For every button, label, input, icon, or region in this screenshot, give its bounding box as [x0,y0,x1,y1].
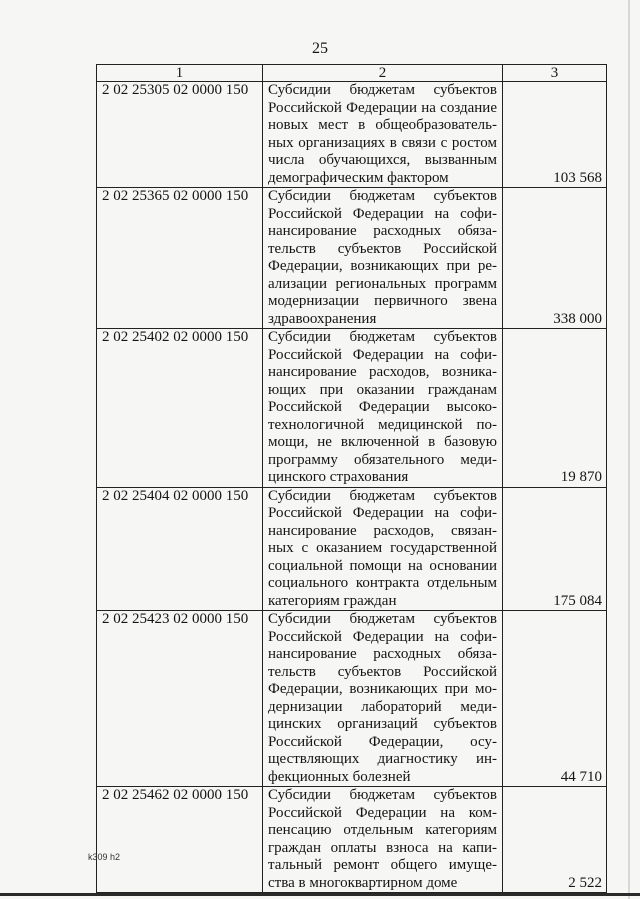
description-line: ществляющих диагностику ин- [268,751,497,767]
description-line: технологичной медицинской по- [268,416,497,433]
description-line: новых мест в общеобразователь- [268,117,497,133]
description-line: нансирование расходных обяза- [268,646,497,662]
description-line: Российской Федерации на софи- [268,505,497,521]
header-col-1: 1 [97,65,263,82]
description-line: фекционных болезней [268,768,411,785]
description-cell [263,82,503,188]
description-line: тальный ремонт общего имуще- [268,857,497,873]
header-col-2: 2 [263,65,503,82]
table-header-row [97,65,607,82]
budget-code-cell: 2 02 25305 02 0000 150 [97,82,263,188]
budget-code-cell: 2 02 25462 02 0000 150 [97,787,263,893]
description-cell [263,188,503,329]
description-line: Субсидии бюджетам субъектов [268,188,497,204]
description-line: Субсидии бюджетам субъектов [268,329,497,345]
description-line: ющих при оказании гражданам [268,381,497,398]
scan-bottom-edge [0,893,640,896]
description-cell [263,787,503,893]
description-line: ных организациях в связи с ростом [268,134,497,151]
description-line: тельств субъектов Российской [268,663,497,680]
description-line: Федерации, возникающих при ре- [268,258,497,274]
description-cell [263,611,503,787]
description-line: модернизации первичного звена [268,293,497,309]
description-cell [263,329,503,488]
description-line: Российской Федерации высоко- [268,399,497,415]
description-line: ства в многоквартирном доме [268,874,458,891]
description-line: программу обязательного меди- [268,451,497,468]
description-line: числа обучающихся, вызванным [268,152,497,168]
budget-code-cell: 2 02 25402 02 0000 150 [97,329,263,488]
amount-cell: 2 522 [503,787,607,893]
description-cell [263,487,503,611]
amount-cell: 338 000 [503,188,607,329]
amount-cell: 103 568 [503,82,607,188]
description-line: Субсидии бюджетам субъектов [268,611,497,627]
budget-code-cell: 2 02 25365 02 0000 150 [97,188,263,329]
description-line: демографическим фактором [268,169,449,186]
table-row [97,611,607,787]
description-line: мощи, не включенной в базовую [268,434,497,450]
description-line: Российской Федерации, осу- [268,733,497,750]
description-line: здравоохранения [268,310,377,327]
description-line: граждан оплаты взноса на капи- [268,839,497,856]
amount-cell: 44 710 [503,611,607,787]
table-body [97,65,607,893]
description-line: Субсидии бюджетам субъектов [268,487,497,504]
description-line: нансирование расходных обяза- [268,223,497,239]
description-line: пенсацию отдельным категориям [268,822,497,838]
description-line: нансирование расходов, возника- [268,364,497,380]
table-row [97,487,607,611]
table-row [97,329,607,488]
description-line: категориям граждан [268,592,397,609]
description-line: Российской Федерации на софи- [268,346,497,363]
description-line: дернизации лабораторий меди- [268,698,497,715]
description-line: ализации региональных программ [268,275,497,292]
description-line: Субсидии бюджетам субъектов [268,82,497,98]
scan-right-edge [628,0,630,899]
budget-code-cell: 2 02 25423 02 0000 150 [97,611,263,787]
description-line: цинских организаций субъектов [268,716,497,732]
description-line: нансирование расходов, связан- [268,522,497,539]
footer-code: k309 h2 [88,852,121,862]
description-line: цинского страхования [268,469,409,485]
page-number: 25 [312,40,328,57]
description-line: ных с оказанием государственной [268,540,497,556]
description-line: Субсидии бюджетам субъектов [268,787,497,803]
table-row [97,188,607,329]
budget-code-cell: 2 02 25404 02 0000 150 [97,487,263,611]
revenue-table [96,64,607,893]
amount-cell: 19 870 [503,329,607,488]
table-row [97,787,607,893]
description-line: социального контракта отдельным [268,575,497,591]
table-row [97,82,607,188]
description-line: Российской Федерации на ком- [268,804,497,821]
description-line: Федерации, возникающих при мо- [268,681,497,697]
description-line: Российской Федерации на софи- [268,628,497,645]
description-line: Российской Федерации на софи- [268,205,497,222]
amount-cell: 175 084 [503,487,607,611]
description-line: социальной помощи на основании [268,557,497,574]
description-line: тельств субъектов Российской [268,240,497,257]
header-col-3: 3 [503,65,607,82]
description-line: Российской Федерации на создание [268,99,497,116]
